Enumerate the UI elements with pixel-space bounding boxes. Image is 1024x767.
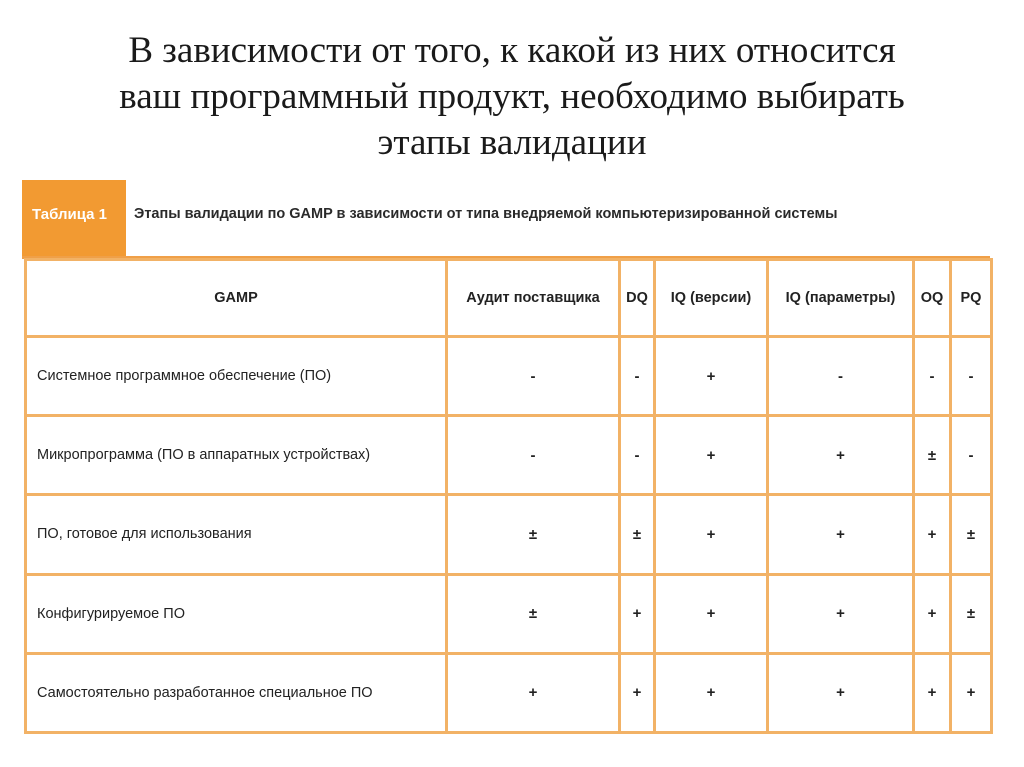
cell-pq: ± [951,495,992,574]
column-header-iq-versions: IQ (версии) [655,260,768,337]
cell-iq-parameters: - [768,337,914,416]
cell-iq-versions: + [655,495,768,574]
column-header-dq: DQ [620,260,655,337]
column-header-iq-parameters: IQ (параметры) [768,260,914,337]
table-row [26,574,992,653]
table-row [26,653,992,732]
column-header-supplier-audit: Аудит поставщика [447,260,620,337]
cell-iq-parameters: + [768,495,914,574]
row-label: ПО, готовое для использования [26,495,447,574]
cell-oq: - [914,337,951,416]
cell-supplier-audit: ± [447,495,620,574]
table-caption-bar [22,180,990,259]
validation-stages-table [24,258,993,734]
column-header-pq: PQ [951,260,992,337]
column-header-oq: OQ [914,260,951,337]
cell-iq-parameters: + [768,574,914,653]
title-line-3: этапы валидации [377,122,647,163]
cell-pq: + [951,653,992,732]
cell-oq: + [914,574,951,653]
cell-pq: ± [951,574,992,653]
cell-pq: - [951,416,992,495]
cell-iq-versions: + [655,416,768,495]
table-row [26,495,992,574]
cell-pq: - [951,337,992,416]
cell-oq: + [914,653,951,732]
row-label: Конфигурируемое ПО [26,574,447,653]
table-label: Таблица 1 [22,180,126,256]
table-row [26,416,992,495]
cell-dq: + [620,574,655,653]
cell-oq: + [914,495,951,574]
cell-dq: ± [620,495,655,574]
cell-dq: + [620,653,655,732]
row-label: Системное программное обеспечение (ПО) [26,337,447,416]
cell-iq-parameters: + [768,416,914,495]
cell-oq: ± [914,416,951,495]
table-caption: Этапы валидации по GAMP в зависимости от типа внедряемой компьютеризированной системы [134,206,838,222]
cell-dq: - [620,337,655,416]
cell-iq-versions: + [655,653,768,732]
cell-iq-versions: + [655,574,768,653]
slide-title [60,28,964,166]
title-line-2: ваш программный продукт, необходимо выбирать [119,76,905,117]
table-row [26,337,992,416]
cell-supplier-audit: - [447,337,620,416]
cell-supplier-audit: - [447,416,620,495]
cell-supplier-audit: ± [447,574,620,653]
cell-iq-parameters: + [768,653,914,732]
cell-iq-versions: + [655,337,768,416]
column-header-gamp: GAMP [26,260,447,337]
table-header-row [26,260,992,337]
cell-supplier-audit: + [447,653,620,732]
cell-dq: - [620,416,655,495]
row-label: Микропрограмма (ПО в аппаратных устройствах) [26,416,447,495]
title-line-1: В зависимости от того, к какой из них относится [128,30,896,71]
row-label: Самостоятельно разработанное специальное ПО [26,653,447,732]
